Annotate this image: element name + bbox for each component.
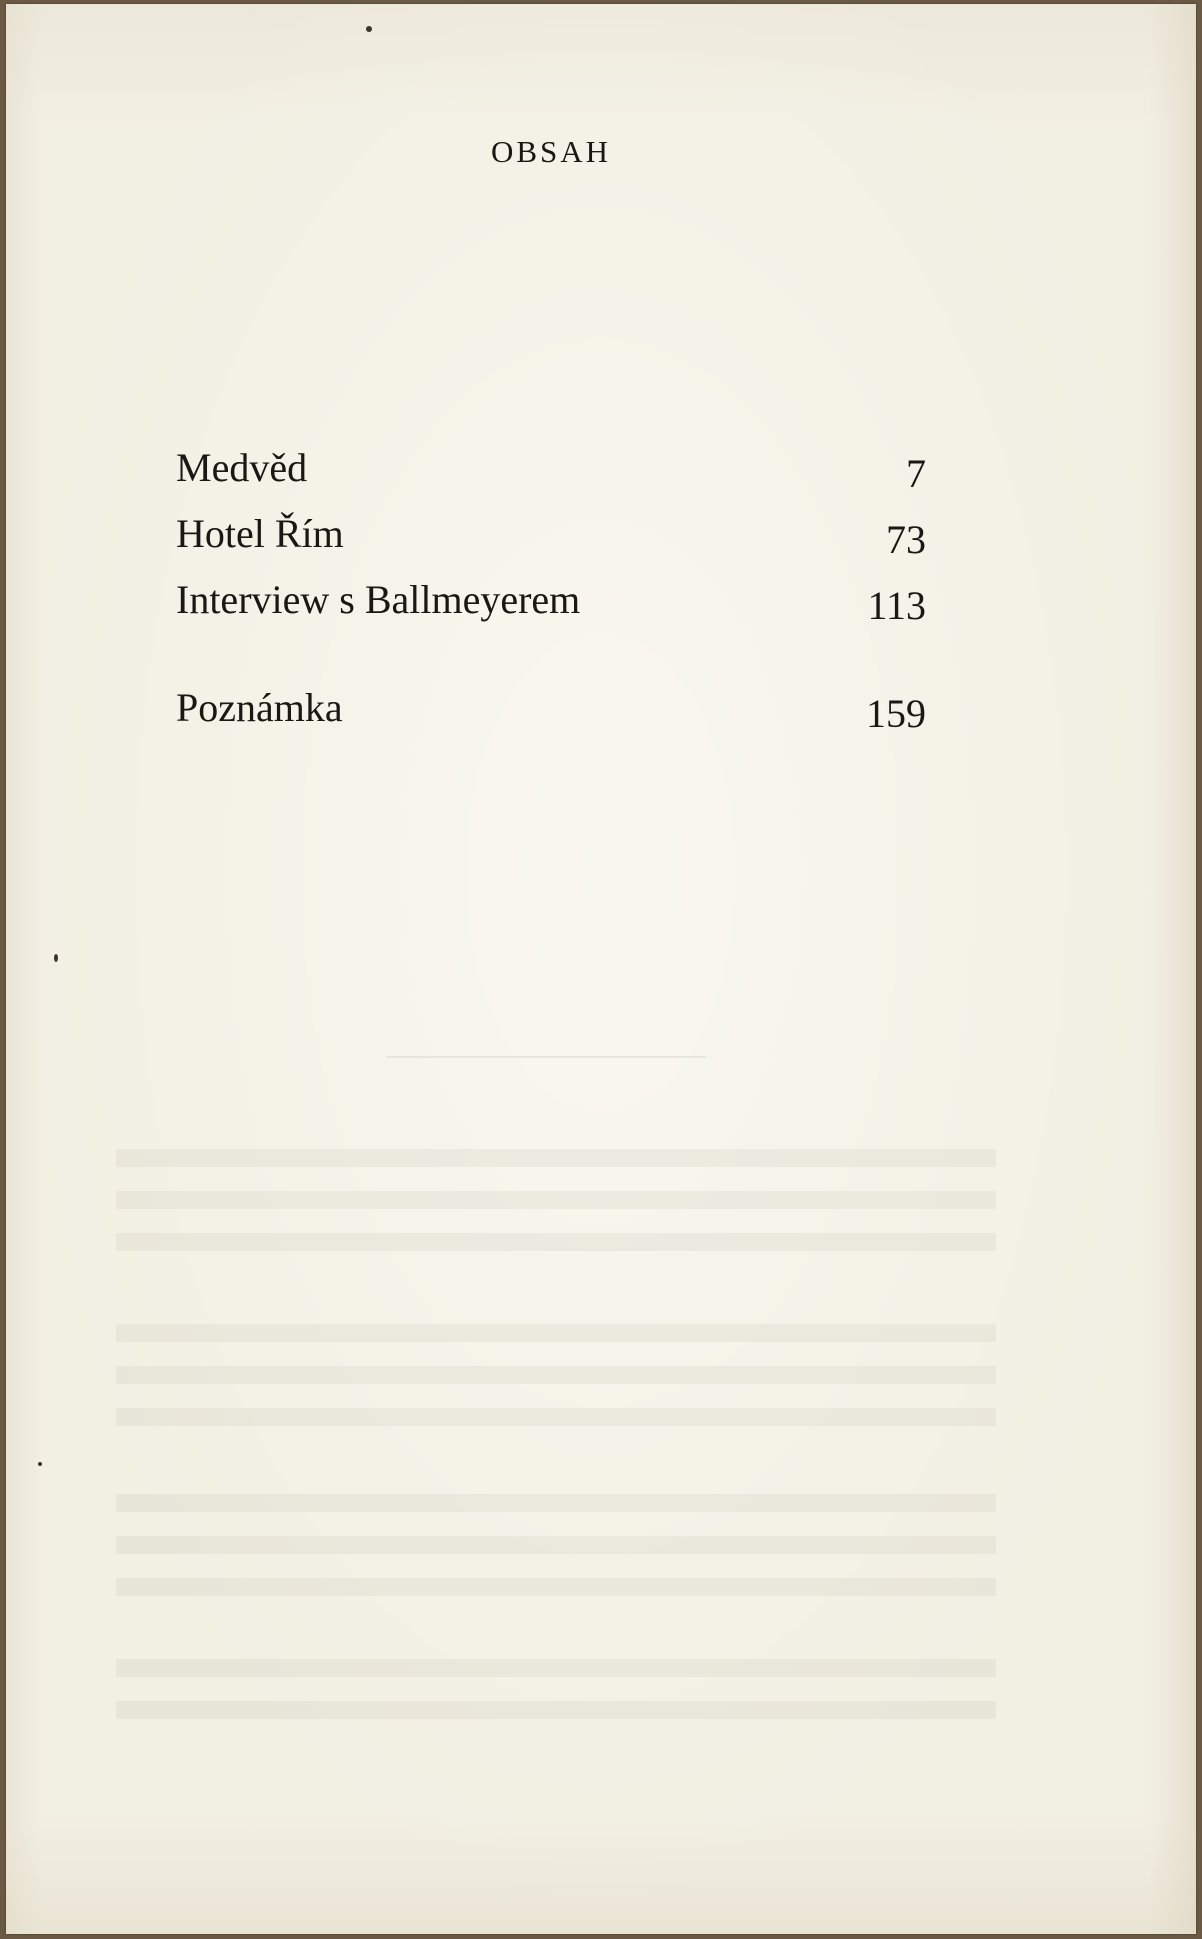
- bleed-through-text-block: [116, 1659, 996, 1729]
- paper-speck: [38, 1462, 42, 1466]
- toc-entry-title: Hotel Řím: [176, 511, 344, 556]
- bleed-through-text-block: [116, 1324, 996, 1434]
- bleed-through-text-block: [116, 1149, 996, 1259]
- toc-entry-page: 73: [886, 517, 926, 562]
- page-title: OBSAH: [490, 134, 612, 169]
- paper-speck: [366, 26, 372, 32]
- toc-entry[interactable]: [176, 510, 926, 576]
- toc-entry-page: 113: [867, 583, 926, 628]
- toc-entry[interactable]: [176, 684, 926, 750]
- table-of-contents: [176, 444, 926, 750]
- toc-entry-title: Medvěd: [176, 445, 308, 490]
- bleed-through-rule: [386, 1056, 706, 1058]
- toc-entry-title: Poznámka: [176, 685, 343, 730]
- toc-entry[interactable]: [176, 576, 926, 642]
- toc-entry-page: 7: [906, 451, 926, 496]
- book-page: [6, 4, 1196, 1934]
- toc-entry-title: Interview s Ballmeyerem: [176, 577, 581, 622]
- bleed-through-text-block: [116, 1494, 996, 1604]
- toc-entry[interactable]: [176, 444, 926, 510]
- toc-entry-page: 159: [866, 691, 926, 736]
- paper-speck: [54, 954, 58, 962]
